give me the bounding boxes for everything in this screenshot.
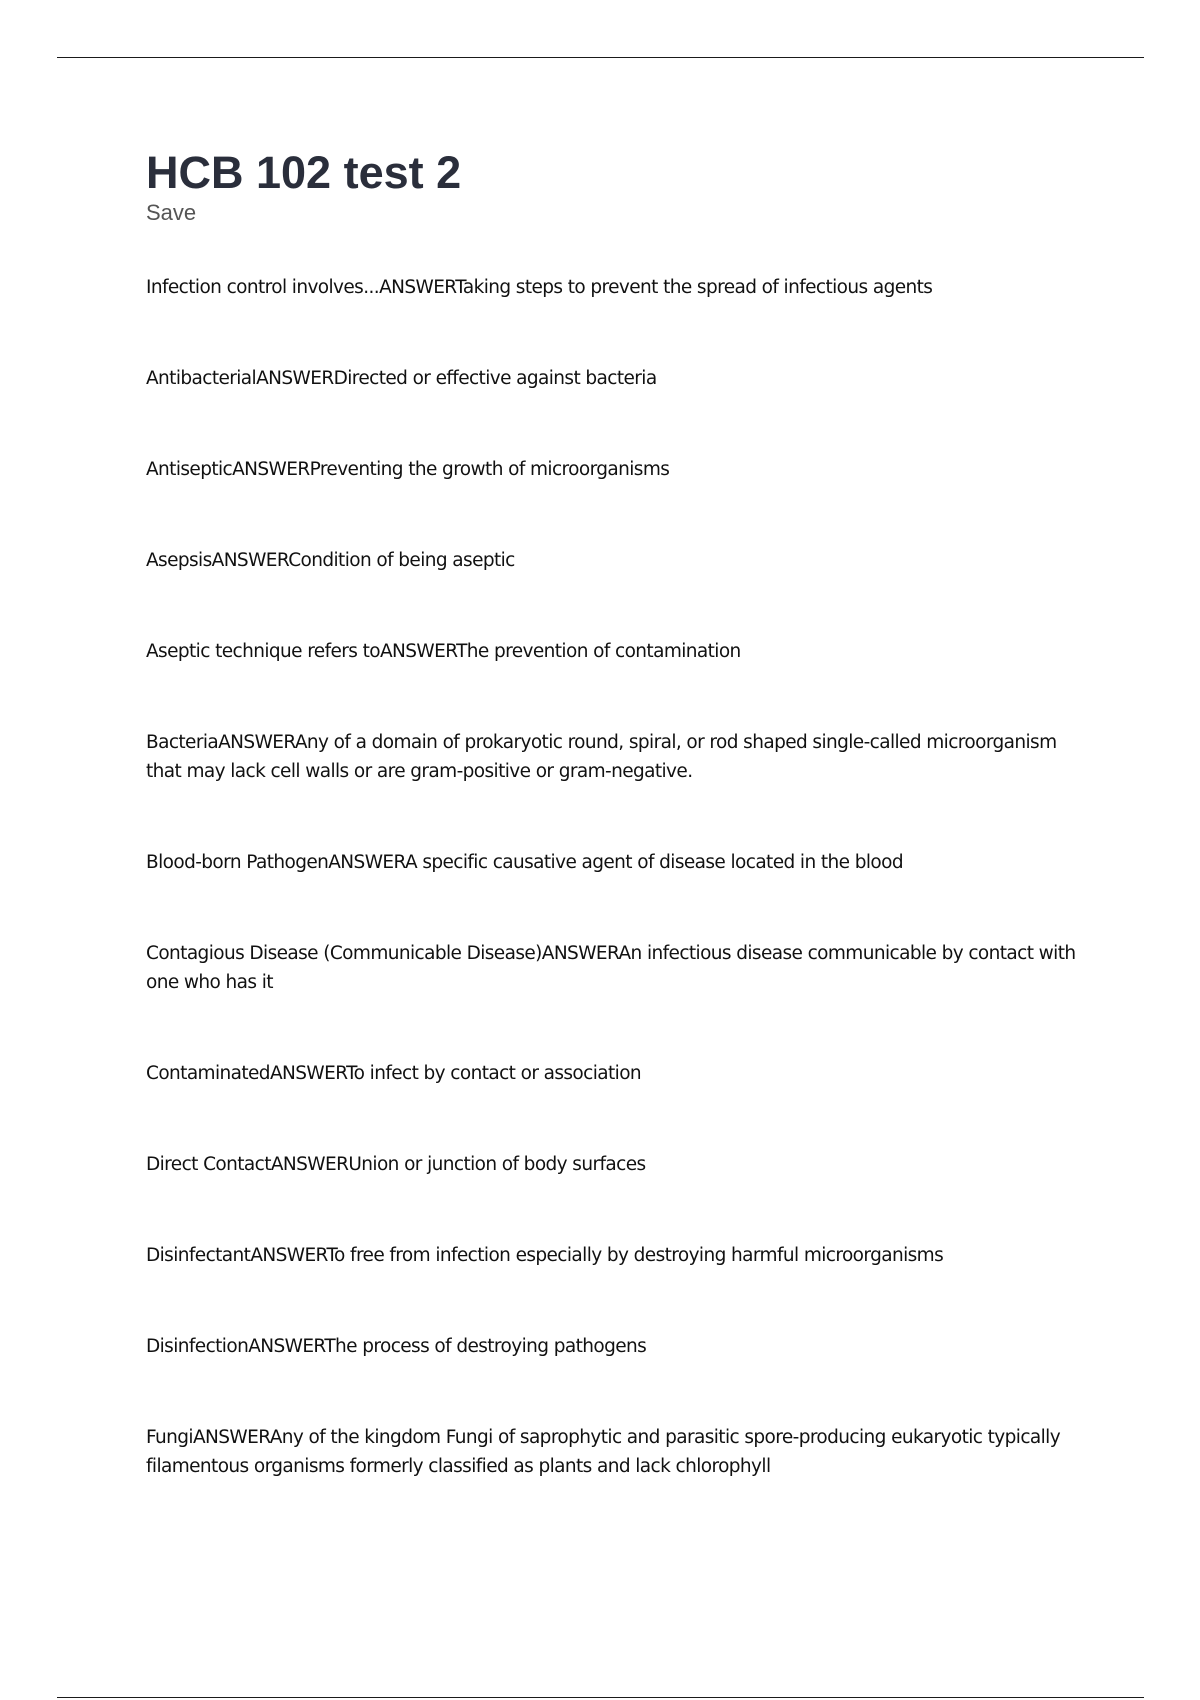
top-divider [57,57,1144,58]
list-item [146,939,1076,997]
answer-marker: ANSWER [379,641,457,662]
document-body [146,148,1076,1543]
answer-marker: ANSWER [379,277,456,298]
list-item [146,1241,1076,1270]
list-item [146,364,1076,393]
question-text: Disinfectant [146,1245,251,1266]
answer-marker: ANSWER [269,1063,347,1084]
bottom-divider [57,1697,1144,1698]
answer-text: Condition of being aseptic [288,550,515,571]
list-item [146,728,1076,786]
list-item [146,1332,1076,1361]
answer-text: The prevention of contamination [456,641,741,662]
question-text: Infection control involves... [146,277,380,298]
answer-marker: ANSWER [192,1427,270,1448]
answer-marker: ANSWER [248,1336,325,1357]
answer-marker: ANSWER [250,1245,327,1266]
answer-marker: ANSWER [541,943,619,964]
question-text: Fungi [146,1427,193,1448]
answer-marker: ANSWER [218,732,295,753]
list-item [146,1150,1076,1179]
question-text: Aseptic technique refers to [146,641,380,662]
answer-text: To free from infection especially by destroying harmful microorganisms [326,1245,944,1266]
answer-text: Directed or effective against bacteria [333,368,657,389]
answer-marker: ANSWER [270,1154,349,1175]
answer-text: Any of a domain of prokaryotic round, spiral, or rod shaped single-called microorganism that may lack cell walls or are gram-positive or gram-negative. [146,732,1057,782]
question-text: Direct Contact [146,1154,271,1175]
list-item [146,455,1076,484]
answer-text: A specific causative agent of disease located in the blood [404,852,903,873]
answer-text: Union or junction of body surfaces [348,1154,646,1175]
list-item [146,1059,1076,1088]
question-text: Antiseptic [146,459,233,480]
answer-text: An infectious disease communicable by contact with one who has it [146,943,1076,993]
question-text: Bacteria [146,732,219,753]
question-text: Contagious Disease (Communicable Disease) [146,943,542,964]
answer-text: Preventing the growth of microorganisms [309,459,670,480]
answer-text: Taking steps to prevent the spread of infectious agents [455,277,933,298]
page-title: HCB 102 test 2 [146,147,462,198]
answer-marker: ANSWER [232,459,310,480]
save-link[interactable]: Save [146,200,197,225]
question-text: Contaminated [146,1063,270,1084]
answer-text: To infect by contact or association [346,1063,642,1084]
question-text: Disinfection [146,1336,249,1357]
question-text: Antibacterial [146,368,257,389]
answer-marker: ANSWER [256,368,334,389]
list-item [146,273,1076,302]
question-text: Blood-born Pathogen [146,852,329,873]
list-item [146,1423,1076,1481]
question-text: Asepsis [146,550,212,571]
list-item [146,637,1076,666]
answer-marker: ANSWER [328,852,405,873]
answer-marker: ANSWER [211,550,289,571]
list-item [146,848,1076,877]
answer-text: The process of destroying pathogens [324,1336,647,1357]
list-item [146,546,1076,575]
qa-list [146,273,1076,1481]
answer-text: Any of the kingdom Fungi of saprophytic and parasitic spore-producing eukaryotic typically filamentous organisms formerly classified as plants and lack chlorophyll [146,1427,1061,1477]
